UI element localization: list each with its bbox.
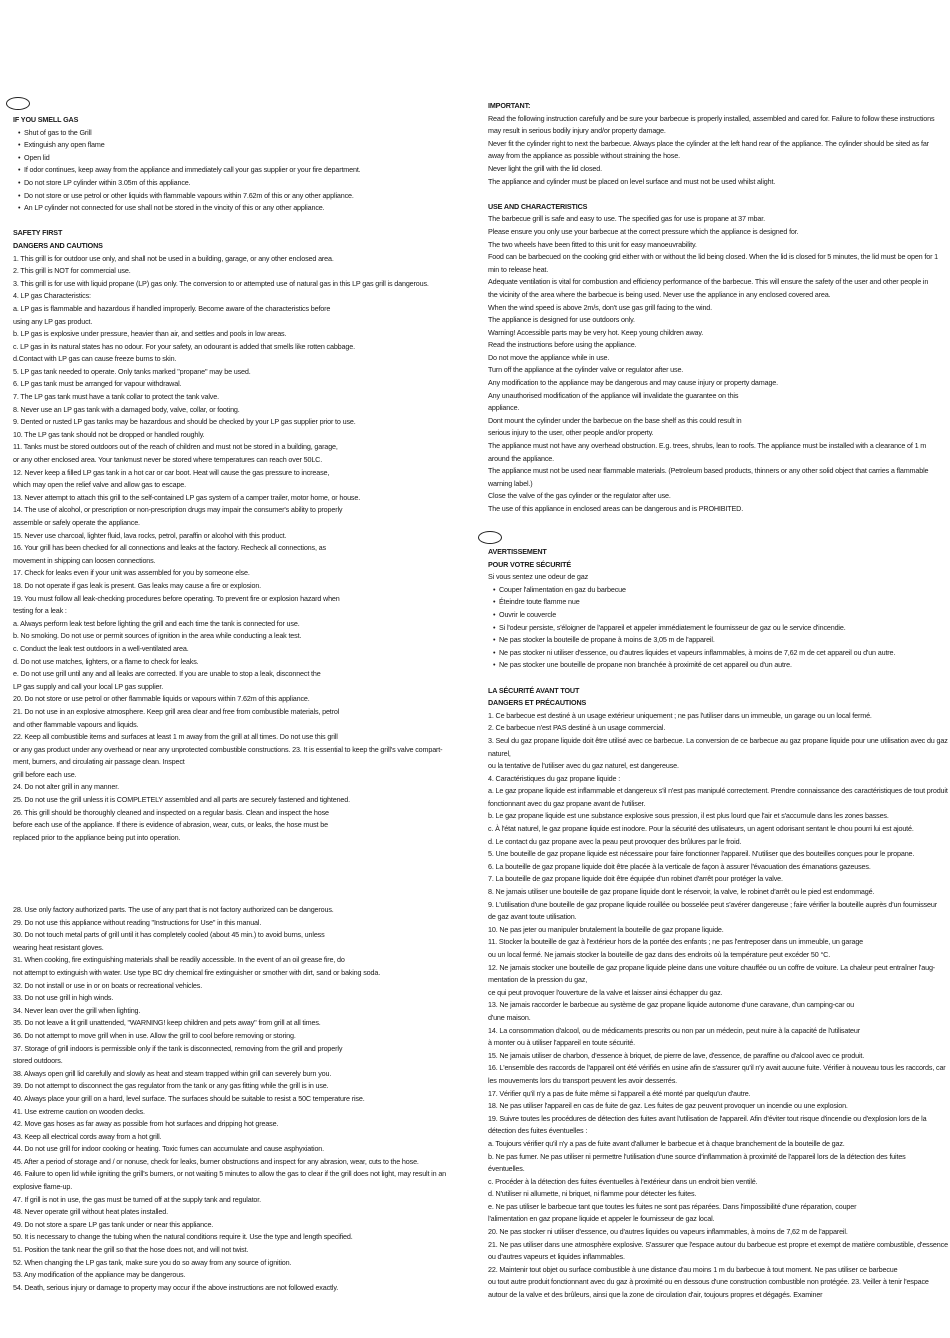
- text-line: Please ensure you only use your barbecue at the correct pressure which the appliance is designed for.: [488, 226, 799, 236]
- text-line: or any other enclosed area. Your tankmust never be stored where temperatures can reach over 50LC.: [13, 455, 323, 465]
- text-line: The use of this appliance in enclosed areas can be dangerous and is PROHIBITED.: [488, 504, 744, 513]
- text-line: 12. Never keep a filled LP gas tank in a hot car or car boot. Heat will cause the gas pressure to increase,: [13, 467, 330, 477]
- text-line: 18. Do not operate if gas leak is present. Gas leaks may cause a fire or explosion.: [13, 580, 262, 590]
- text-line: b. Le gaz propane liquide est une substance explosive sous pression, il est plus lourd que l'air et s'accumule dans les zones basses.: [488, 811, 889, 821]
- text-line: The appliance is designed for use outdoors only.: [488, 315, 635, 325]
- text-line: a. Toujours vérifier qu'il n'y a pas de fuite avant d'allumer le barbecue et à chaque branchement de la bouteille de gaz.: [488, 1138, 845, 1148]
- right-bottom-column: [488, 546, 948, 1302]
- text-line: 37. Storage of grill indoors is permissible only if the tank is disconnected, removing from the grill and properly: [13, 1043, 343, 1053]
- text-line: The appliance must not have any overhead obstruction. E.g. trees, shrubs, lean to roofs. The appliance must be installed with a clearance of 1 m: [488, 441, 927, 451]
- text-line: not attempt to extinguish with water. Use type BC dry chemical fire extinguisher or smother with dirt, sand or baking soda.: [13, 967, 381, 977]
- text-line: Si vous sentez une odeur de gaz: [488, 572, 589, 582]
- text-line: 10. The LP gas tank should not be dropped or handled roughly.: [13, 429, 205, 439]
- bullet-item: • An LP cylinder not connected for use shall not be stored in the vincity of this or any other appliance.: [13, 202, 468, 215]
- text-line: 14. The use of alcohol, or prescription or non-prescription drugs may impair the consumer's ability to properly: [13, 505, 343, 515]
- text-line: 20. Do not store or use petrol or other flammable liquids or vapours within 7.62m of this appliance.: [13, 694, 310, 704]
- text-line: 1. Ce barbecue est destiné à un usage extérieur uniquement ; ne pas l'utiliser dans un immeuble, un garage ou un local fermé.: [488, 710, 872, 720]
- text-line: 4. LP gas Characteristics:: [13, 291, 91, 301]
- text-line: 6. La bouteille de gaz propane liquide doit être placée à la verticale de façon à assurer l'évacuation des émanations gazeuses.: [488, 861, 871, 871]
- text-line: 16. Your grill has been checked for all connections and leaks at the factory. Recheck all connections, as: [13, 543, 326, 553]
- text-line: Never fit the cylinder right to next the barbecue. Always place the cylinder at the left hand rear of the appliance. The cylinder should be sited as far: [488, 138, 929, 148]
- text-line: before each use of the appliance. If there is evidence of abrasion, wear, cuts, or leaks, the hose must be: [13, 820, 328, 830]
- text-line: 28. Use only factory authorized parts. The use of any part that is not factory authorized can be dangerous.: [13, 905, 334, 914]
- text-line: 19. Suivre toutes les procédures de détection des fuites avant l'utilisation de l'appareil. Afin d'éviter tout risque d'incendie ou d'explosion lors de la: [488, 1113, 927, 1123]
- text-line: 30. Do not touch metal parts of grill until it has completely cooled (about 45 min.) to avoid burns, unless: [13, 930, 325, 940]
- text-line: 11. Tanks must be stored outdoors out of the reach of children and must not be stored in a building, garage,: [13, 442, 338, 452]
- text-line: Do not move the appliance while in use.: [488, 352, 610, 362]
- text-line: 2. Ce barbecue n'est PAS destiné à un usage commercial.: [488, 723, 666, 733]
- text-line: 9. Dented or rusted LP gas tanks may be hazardous and should be checked by your LP gas supplier prior to use.: [13, 417, 356, 427]
- text-line: movement in shipping can loosen connections.: [13, 555, 156, 565]
- text-line: ou tout autre produit fonctionnant avec du gaz à proximité ou en dessous d'une construction combustible non protégée. 23. Veiller à tenir l'espace: [488, 1277, 929, 1287]
- text-line: 8. Never use an LP gas tank with a damaged body, valve, collar, or footing.: [13, 404, 240, 414]
- text-line: Never light the grill with the lid closed.: [488, 163, 602, 173]
- section-marker-oval-left: [6, 97, 30, 110]
- text-line: stored outdoors.: [13, 1056, 63, 1066]
- section-heading: DANGERS ET PRÉCAUTIONS: [488, 698, 587, 708]
- text-line: ce qui peut provoquer l'ouverture de la valve et laisser ainsi échapper du gaz.: [488, 987, 723, 997]
- bullet-item: • If odor continues, keep away from the appliance and immediately call your gas supplier or your fire department.: [13, 164, 468, 177]
- text-line: Food can be barbecued on the cooking grid either with or without the lid being closed. When the lid is closed for 5 minutes, the lid must be open for 1: [488, 252, 939, 262]
- text-line: détection des fuites éventuelles :: [488, 1126, 588, 1136]
- text-line: 2. This grill is NOT for commercial use.: [13, 266, 131, 276]
- bullet-item: • Si l'odeur persiste, s'éloigner de l'appareil et appeler immédiatement le fournisseur de gaz ou le service d'incendie.: [488, 622, 948, 635]
- text-line: LP gas supply and call your local LP gas supplier.: [13, 681, 164, 691]
- bullet-item: • Couper l'alimentation en gaz du barbecue: [488, 584, 948, 597]
- text-line: 31. When cooking, fire extinguishing materials shall be readily accessible. In the event of an oil grease fire, do: [13, 955, 345, 965]
- bullet-item: • Éteindre toute flamme nue: [488, 596, 948, 609]
- text-line: 41. Use extreme caution on wooden decks.: [13, 1106, 145, 1116]
- spacer: [488, 672, 948, 685]
- text-line: 51. Position the tank near the grill so that the hose does not, and will not twist.: [13, 1245, 249, 1255]
- text-line: testing for a leak :: [13, 606, 67, 616]
- text-line: 39. Do not attempt to disconnect the gas regulator from the tank or any gas fitting while the grill is in use.: [13, 1081, 329, 1091]
- text-line: d. Le contact du gaz propane avec la peau peut provoquer des brûlures par le froid.: [488, 836, 742, 846]
- text-line: 38. Always open grill lid carefully and slowly as heat and steam trapped within grill can severely burn you.: [13, 1068, 332, 1078]
- text-line: 6. LP gas tank must be arranged for vapour withdrawal.: [13, 379, 182, 389]
- text-line: 26. This grill should be thoroughly cleaned and inspected on a regular basis. Clean and inspect the hose: [13, 807, 329, 817]
- text-line: 1. This grill is for outdoor use only, and shall not be used in a building, garage, or any other enclosed area.: [13, 253, 334, 263]
- text-line: Close the valve of the gas cylinder or the regulator after use.: [488, 491, 671, 501]
- text-line: 52. When changing the LP gas tank, make sure you do so away from any source of ignition.: [13, 1257, 292, 1267]
- text-line: ment, burners, and circulating air passage clean. Inspect: [13, 757, 185, 767]
- text-line: wearing heat resistant gloves.: [13, 942, 104, 952]
- text-line: 36. Do not attempt to move grill when in use. Allow the grill to cool before removing or storing.: [13, 1030, 296, 1040]
- text-line: may result in serious bodily injury and/or property damage.: [488, 126, 666, 136]
- text-line: d'une maison.: [488, 1012, 531, 1022]
- text-line: Adequate ventilation is vital for combustion and efficiency performance of the barbecue. This will ensure the safety of the user and other people in: [488, 277, 929, 287]
- section-heading: AVERTISSEMENT: [488, 547, 547, 556]
- text-line: 50. It is necessary to change the tubing when the natural conditions require it. Use the type and length specified.: [13, 1232, 353, 1242]
- text-line: 53. Any modification of the appliance may be dangerous.: [13, 1270, 186, 1280]
- bullet-item: • Extinguish any open flame: [13, 139, 468, 152]
- section-marker-oval-right: [478, 531, 502, 544]
- text-line: grill before each use.: [13, 769, 77, 779]
- text-line: d.Contact with LP gas can cause freeze burns to skin.: [13, 354, 177, 364]
- text-line: 18. Ne pas utiliser l'appareil en cas de fuite de gaz. Les fuites de gaz peuvent provoquer un incendie ou une explosion.: [488, 1101, 848, 1111]
- text-line: 29. Do not use this appliance without reading "Instructions for Use" in this manual.: [13, 917, 262, 927]
- text-line: d. Do not use matches, lighters, or a flame to check for leaks.: [13, 656, 199, 666]
- text-line: 19. You must follow all leak-checking procedures before operating. To prevent fire or explosion hazard when: [13, 593, 340, 603]
- section-heading: SAFETY FIRST: [13, 228, 63, 238]
- text-line: serious injury to the user, other people and/or property.: [488, 428, 654, 438]
- text-line: The barbecue grill is safe and easy to use. The specified gas for use is propane at 37 mbar.: [488, 214, 765, 224]
- text-line: c. Procéder à la détection des fuites éventuelles à l'extérieur dans un endroit bien ventilé.: [488, 1176, 758, 1186]
- text-line: explosive flame-up.: [13, 1182, 73, 1192]
- text-line: 21. Do not use in an explosive atmosphere. Keep grill area clear and free from combustible materials, petrol: [13, 706, 340, 716]
- left-top-column: [13, 114, 468, 844]
- text-line: 43. Keep all electrical cords away from a hot grill.: [13, 1131, 162, 1141]
- text-line: Read the following instruction carefully and be sure your barbecue is properly installed, assembled and cared for. Failure to follow these instructions: [488, 113, 935, 123]
- text-line: 42. Move gas hoses as far away as possible from hot surfaces and dripping hot grease.: [13, 1119, 279, 1129]
- text-line: 17. Check for leaks even if your unit was assembled for you by someone else.: [13, 568, 250, 578]
- text-line: 16. L'ensemble des raccords de l'appareil ont été vérifiés en usine afin de s'assurer qu'il n'y avait aucune fuite. Vérifier à nouveau tous les raccords, car: [488, 1063, 946, 1073]
- right-top-column: [488, 100, 948, 516]
- text-line: d. N'utiliser ni allumette, ni briquet, ni flamme pour détecter les fuites.: [488, 1189, 697, 1199]
- bullet-item: • Ne pas stocker une bouteille de propane non branchée à proximité de cet appareil ou d'un autre.: [488, 659, 948, 672]
- text-line: de gaz avant toute utilisation.: [488, 912, 577, 922]
- text-line: 54. Death, serious injury or damage to property may occur if the above instructions are not followed exactly.: [13, 1282, 339, 1292]
- text-line: éventuelles.: [488, 1164, 525, 1174]
- text-line: 7. The LP gas tank must have a tank collar to protect the tank valve.: [13, 392, 219, 402]
- text-line: 15. Ne jamais utiliser de charbon, d'essence à briquet, de pierre de lave, d'essence, de paraffine ou d'alcool avec ce produit.: [488, 1050, 865, 1060]
- text-line: 34. Never lean over the grill when lighting.: [13, 1005, 141, 1015]
- text-line: Read the instructions before using the appliance.: [488, 340, 637, 350]
- text-line: autour de la valve et des brûleurs, ainsi que la zone de circulation d'air, toujours propres et dégagés. Examiner: [488, 1290, 823, 1300]
- text-line: e. Do not use grill until any and all leaks are corrected. If you are unable to stop a leak, disconnect the: [13, 669, 321, 679]
- section-heading: IF YOU SMELL GAS: [13, 115, 79, 124]
- text-line: e. Ne pas utiliser le barbecue tant que toutes les fuites ne sont pas réparées. Dans l'impossibilité d'une réparation, couper: [488, 1201, 857, 1211]
- text-line: 3. This grill is for use with liquid propane (LP) gas only. The conversion to or attempted use of natural gas in this LP gas grill is dangerous.: [13, 278, 429, 288]
- text-line: using any LP gas product.: [13, 316, 93, 326]
- bullet-item: • Shut of gas to the Grill: [13, 127, 468, 140]
- text-line: 22. Maintenir tout objet ou surface combustible à une distance d'au moins 1 m du barbecue à tout moment. Ne pas utiliser ce barbecue: [488, 1264, 898, 1274]
- text-line: 11. Stocker la bouteille de gaz à l'extérieur hors de la portée des enfants ; ne pas l'entreposer dans un immeuble, un garage: [488, 937, 864, 947]
- text-line: which may open the relief valve and allow gas to escape.: [13, 480, 186, 490]
- bullet-item: • Do not store or use petrol or other liquids with flammable vapours within 7.62m of this or any other appliance.: [13, 190, 468, 203]
- text-line: 49. Do not store a spare LP gas tank under or near this appliance.: [13, 1219, 214, 1229]
- text-line: assemble or safely operate the appliance.: [13, 518, 140, 527]
- text-line: 40. Always place your grill on a hard, level surface. The surfaces should be suitable to resist a 50C temperature rise.: [13, 1093, 365, 1103]
- text-line: 15. Never use charcoal, lighter fluid, lava rocks, petrol, paraffin or alcohol with this product.: [13, 530, 287, 540]
- section-heading: LA SÉCURITÉ AVANT TOUT: [488, 685, 580, 695]
- text-line: 46. Failure to open lid while igniting the grill's burners, or not waiting 5 minutes to allow the gas to clear if the grill does not light, may result in an: [13, 1169, 447, 1179]
- text-line: and other flammable vapours and liquids.: [13, 719, 139, 729]
- text-line: Any modification to the appliance may be dangerous and may cause injury or property damage.: [488, 378, 778, 388]
- text-line: appliance.: [488, 403, 520, 413]
- text-line: b. Ne pas fumer. Ne pas utiliser ni permettre l'utilisation d'une source d'inflammation à proximité de l'appareil lors de la détection des fuites: [488, 1151, 906, 1161]
- text-line: 17. Vérifier qu'il n'y a pas de fuite même si l'appareil a été monté par quelqu'un d'autre.: [488, 1088, 751, 1098]
- text-line: ou d'autres vapeurs et liquides inflammables.: [488, 1252, 625, 1262]
- text-line: min to release heat.: [488, 264, 549, 274]
- text-line: 47. If grill is not in use, the gas must be turned off at the supply tank and regulator.: [13, 1194, 261, 1204]
- text-line: ou un local fermé. Ne jamais stocker la bouteille de gaz dans des endroits où la température peut excéder 50 °C.: [488, 950, 831, 959]
- text-line: 9. L'utilisation d'une bouteille de gaz propane liquide rouillée ou bosselée peut s'avérer dangereuse ; faire vérifier la bouteille auprès d'un fournisseur: [488, 899, 937, 909]
- spacer: [13, 215, 468, 228]
- section-heading: IMPORTANT:: [488, 101, 531, 110]
- text-line: 5. Une bouteille de gaz propane liquide est nécessaire pour faire fonctionner l'appareil. N'utiliser que des bouteilles conçues pour le propane.: [488, 849, 915, 859]
- text-line: b. LP gas is explosive under pressure, heavier than air, and settles and pools in low areas.: [13, 329, 287, 339]
- text-line: naturel,: [488, 748, 511, 758]
- left-bottom-column: [13, 904, 468, 1294]
- text-line: l'alimentation en gaz propane liquide et appeler le fournisseur de gaz local.: [488, 1214, 715, 1224]
- text-line: a. Always perform leak test before lighting the grill and each time the tank is connected for use.: [13, 618, 300, 628]
- text-line: 48. Never operate grill without heat plates installed.: [13, 1207, 168, 1217]
- text-line: 14. La consommation d'alcool, ou de médicaments prescrits ou non par un médecin, peut nuire à la capacité de l'utilisateur: [488, 1025, 860, 1035]
- text-line: 10. Ne pas jeter ou manipuler brutalement la bouteille de gaz propane liquide.: [488, 924, 724, 934]
- text-line: 12. Ne jamais stocker une bouteille de gaz propane liquide pleine dans une voiture chauffée ou un coffre de voiture. La chaleur peut entraîner l'aug-: [488, 962, 936, 972]
- text-line: b. No smoking. Do not use or permit sources of ignition in the area while conducting a leak test.: [13, 631, 302, 641]
- text-line: replaced prior to the appliance being put into operation.: [13, 832, 181, 842]
- text-line: 4. Caractéristiques du gaz propane liquide :: [488, 773, 621, 783]
- text-line: Warning! Accessible parts may be very hot. Keep young children away.: [488, 327, 704, 337]
- text-line: 35. Do not leave a lit grill unattended, "WARNING! keep children and pets away" from grill at all times.: [13, 1018, 321, 1028]
- text-line: c. LP gas in its natural states has no odour. For your safety, an odourant is added that smells like rotten cabbage.: [13, 341, 355, 351]
- text-line: warning label.): [488, 478, 533, 488]
- text-line: the vicinity of the area where the barbecue is being used. Never use the appliance in any enclosed covered area.: [488, 289, 831, 299]
- text-line: 13. Ne jamais raccorder le barbecue au système de gaz propane liquide autonome d'une caravane, d'un camping-car ou: [488, 1000, 855, 1010]
- text-line: The appliance and cylinder must be placed on level surface and must not be used whilst alight.: [488, 176, 776, 186]
- text-line: ou la tentative de l'utiliser avec du gaz naturel, est dangereuse.: [488, 761, 679, 771]
- text-line: 44. Do not use grill for indoor cooking or heating. Toxic fumes can accumulate and cause asphyxiation.: [13, 1144, 324, 1154]
- text-line: 13. Never attempt to attach this grill to the self-contained LP gas system of a camper trailer, motor home, or house.: [13, 492, 361, 502]
- section-heading: POUR VOTRE SÉCURITÉ: [488, 559, 572, 569]
- text-line: a. Le gaz propane liquide est inflammable et dangereux s'il n'est pas manipulé correctement. Prendre connaissance des caractéristiques de tout produit: [488, 786, 948, 796]
- text-line: c. À l'état naturel, le gaz propane liquide est inodore. Pour la sécurité des utilisateurs, un agent odorisant sentant le chou pourri lui est ajouté.: [488, 824, 914, 834]
- text-line: fonctionnant avec du gaz propane avant de l'utiliser.: [488, 798, 646, 808]
- bullet-item: • Do not store LP cylinder within 3.05m of this appliance.: [13, 177, 468, 190]
- text-line: Turn off the appliance at the cylinder valve or regulator after use.: [488, 365, 684, 375]
- text-line: 3. Seul du gaz propane liquide doit être utilisé avec ce barbecue. La conversion de ce barbecue au gaz propane liquide pour une utilisation avec du gaz: [488, 735, 948, 745]
- text-line: The appliance must not be used near flammable materials. (Petroleum based products, thinners or any other solid object that carries a flammable: [488, 466, 929, 476]
- text-line: 24. Do not alter grill in any manner.: [13, 782, 119, 792]
- text-line: mentation de la pression du gaz,: [488, 975, 588, 985]
- text-line: When the wind speed is above 2m/s, don't use gas grill facing to the wind.: [488, 302, 712, 312]
- text-line: 45. After a period of storage and / or nonuse, check for leaks, burner obstructions and inspect for any abrasion, wear, cuts to the hose.: [13, 1156, 419, 1166]
- text-line: 20. Ne pas stocker ni utiliser d'essence, ou d'autres liquides ou vapeurs inflammables, à moins de 7,62 m de l'appareil.: [488, 1227, 848, 1237]
- text-line: 22. Keep all combustible items and surfaces at least 1 m away from the grill at all times. Do not use this grill: [13, 732, 338, 742]
- text-line: 33. Do not use grill in high winds.: [13, 993, 114, 1003]
- bullet-item: • Ne pas stocker la bouteille de propane à moins de 3,05 m de l'appareil.: [488, 634, 948, 647]
- text-line: 7. La bouteille de gaz propane liquide doit être équipée d'un robinet d'arrêt pour protéger la valve.: [488, 874, 783, 884]
- section-heading: USE AND CHARACTERISTICS: [488, 201, 588, 211]
- text-line: 21. Ne pas utiliser dans une atmosphère explosive. S'assurer que l'espace autour du barbecue est propre et exempt de matière combustible, d'essence: [488, 1239, 948, 1249]
- bullet-item: • Open lid: [13, 152, 468, 165]
- text-line: 25. Do not use the grill unless it is COMPLETELY assembled and all parts are securely fastened and tightened.: [13, 795, 350, 805]
- spacer: [488, 188, 948, 201]
- text-line: Dont mount the cylinder under the barbecue on the base shelf as this could result in: [488, 415, 742, 425]
- bullet-item: • Ne pas stocker ni utiliser d'essence, ou d'autres liquides et vapeurs inflammables, à moins de 7,62 m de cet appareil ou d'un autre.: [488, 647, 948, 660]
- text-line: c. Conduct the leak test outdoors in a well-ventilated area.: [13, 643, 189, 653]
- text-line: around the appliance.: [488, 453, 554, 463]
- text-line: 32. Do not install or use in or on boats or recreational vehicles.: [13, 980, 203, 990]
- section-heading: DANGERS AND CAUTIONS: [13, 240, 103, 250]
- text-line: away from the appliance as possible without straining the hose.: [488, 151, 680, 161]
- text-line: The two wheels have been fitted to this unit for easy manoeuvrability.: [488, 239, 697, 249]
- text-line: 8. Ne jamais utiliser une bouteille de gaz propane liquide dont le réservoir, la valve, le robinet d'arrêt ou le pied est endommagé.: [488, 887, 875, 897]
- text-line: à monter ou à utiliser l'appareil en toute sécurité.: [488, 1038, 635, 1048]
- bullet-item: • Ouvrir le couvercle: [488, 609, 948, 622]
- text-line: Any unauthorised modification of the appliance will invalidate the guarantee on this: [488, 390, 739, 400]
- text-line: les mouvements lors du transport peuvent les avoir desserrés.: [488, 1075, 677, 1085]
- text-line: 5. LP gas tank needed to operate. Only tanks marked "propane" may be used.: [13, 366, 251, 376]
- text-line: or any gas product under any overhead or near any unprotected combustible constructions. 23. It is essential to keep the grill's valve compart-: [13, 744, 443, 754]
- text-line: a. LP gas is flammable and hazardous if handled improperly. Become aware of the characteristics before: [13, 303, 331, 313]
